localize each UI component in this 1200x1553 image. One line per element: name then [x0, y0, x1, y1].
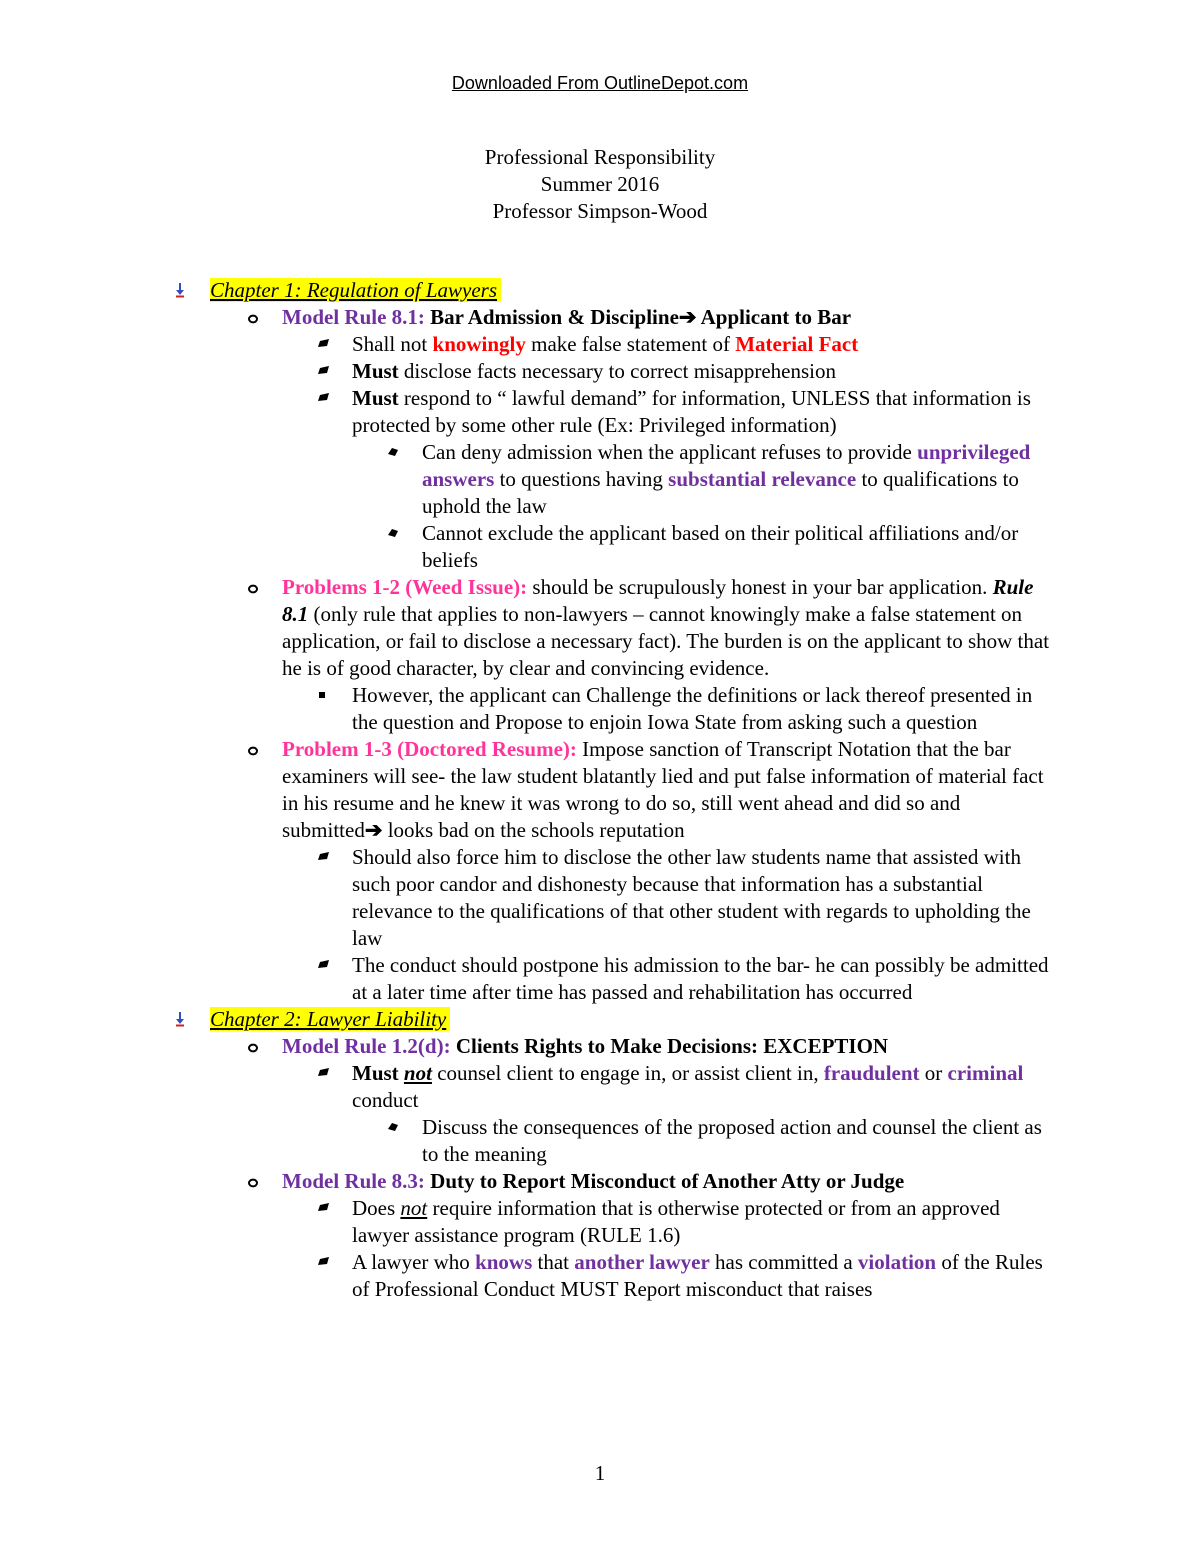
text-span: counsel client to engage in, or assist client in,: [431, 1061, 824, 1085]
square-bullet-icon: [318, 1068, 330, 1078]
rule-reference: Rule 8.1: [282, 575, 1034, 626]
text-span: conduct: [352, 1088, 419, 1112]
text-span: Shall not: [352, 332, 433, 356]
down-arrow-icon: [176, 283, 186, 299]
text-span: Does: [352, 1196, 401, 1220]
document-professor: Professor Simpson-Wood: [492, 199, 708, 223]
rule-heading: Bar Admission & Discipline: [424, 305, 679, 329]
square-bullet-icon: [318, 1257, 330, 1267]
hollow-circle-bullet-icon: [248, 1043, 258, 1053]
rule-label: Model Rule 8.3:: [282, 1169, 425, 1193]
rule-label: Model Rule 1.2(d):: [282, 1034, 451, 1058]
hollow-circle-bullet-icon: [248, 584, 258, 594]
text-span: looks bad on the schools reputation: [382, 818, 685, 842]
list-item: [0, 1195, 1058, 1249]
text-span: to questions having: [494, 467, 669, 491]
bold-term: Must: [352, 386, 399, 410]
emphasis-term: not: [400, 1196, 428, 1220]
rule-heading: Clients Rights to Make Decisions: EXCEPTION: [450, 1034, 889, 1058]
rule-8-1-heading: [0, 304, 1062, 331]
rule-heading-tail: Applicant to Bar: [696, 305, 852, 329]
list-item: [0, 331, 1058, 358]
document-header: [0, 144, 1200, 225]
list-item: [0, 439, 1058, 520]
square-bullet-icon: [318, 691, 326, 699]
highlight-term: fraudulent: [823, 1061, 920, 1085]
rule-heading: Duty to Report Misconduct of Another Atty or Judge: [424, 1169, 905, 1193]
list-item: [0, 682, 1058, 736]
list-item: [0, 385, 1058, 439]
text-span: has committed a: [709, 1250, 858, 1274]
document-term: Summer 2016: [540, 172, 660, 196]
text-span: However, the applicant can Challenge the definitions or lack thereof presented in the question and Propose to enjoin Iowa State from asking such a question: [352, 683, 1033, 734]
problem-label: Problem 1-3 (Doctored Resume):: [282, 737, 577, 761]
text-span: (only rule that applies to non-lawyers – cannot knowingly make a false statement on application, or fail to disclose a necessary fact). The burden is on the applicant to show that he is of good character, by clear and convincing evidence.: [282, 602, 1050, 680]
hollow-circle-bullet-icon: [248, 746, 258, 756]
highlight-term: violation: [857, 1250, 937, 1274]
square-bullet-icon: [318, 960, 330, 970]
highlight-term: criminal: [947, 1061, 1024, 1085]
list-item: [0, 952, 1058, 1006]
page-number: 1: [594, 1461, 606, 1485]
square-bullet-icon: [318, 366, 330, 376]
square-bullet-icon: [318, 852, 330, 862]
chapter-2-heading: [0, 1006, 1200, 1033]
text-span: of the Rules of Professional Conduct MUST Report misconduct that raises: [352, 1250, 1043, 1301]
problem-1-2: [0, 574, 1062, 682]
problem-label: Problems 1-2 (Weed Issue):: [282, 575, 528, 599]
highlight-term: knows: [475, 1250, 533, 1274]
list-item: [0, 844, 1058, 952]
text-span: Should also force him to disclose the other law students name that assisted with such poor candor and dishonesty because that information has a substantial relevance to the qualifications of that other student with regards to upholding the law: [352, 845, 1031, 950]
chapter-2-title: Chapter 2: Lawyer Liability: [210, 1007, 450, 1031]
chapter-1-title: Chapter 1: Regulation of Lawyers: [210, 278, 501, 302]
diamond-bullet-icon: [388, 448, 398, 458]
text-span: or: [919, 1061, 948, 1085]
list-item: [0, 1249, 1058, 1303]
text-span: A lawyer who: [352, 1250, 476, 1274]
outline-content: [0, 277, 1200, 1303]
text-span: Can deny admission when the applicant refuses to provide: [422, 440, 918, 464]
list-item: [0, 520, 1058, 574]
list-item: [0, 1114, 1058, 1168]
highlight-term: Material Fact: [735, 332, 859, 356]
rule-label: Model Rule 8.1:: [282, 305, 425, 329]
diamond-bullet-icon: [388, 529, 398, 539]
square-bullet-icon: [318, 393, 330, 403]
highlight-term: another lawyer: [574, 1250, 710, 1274]
problem-1-3: [0, 736, 1062, 844]
rule-1-2d-heading: [0, 1033, 1062, 1060]
hollow-circle-bullet-icon: [248, 314, 258, 324]
source-link[interactable]: Downloaded From OutlineDepot.com: [451, 73, 749, 93]
text-span: Discuss the consequences of the proposed action and counsel the client as to the meaning: [422, 1115, 1042, 1166]
highlight-term: unprivileged answers: [422, 440, 1031, 491]
square-bullet-icon: [318, 1203, 330, 1213]
emphasis-term: not: [403, 1061, 432, 1085]
text-span: should be scrupulously honest in your bar application.: [527, 575, 993, 599]
text-span: that: [532, 1250, 575, 1274]
bold-term: Must: [352, 359, 399, 383]
rule-8-3-heading: [0, 1168, 1062, 1195]
text-span: respond to “ lawful demand” for information, UNLESS that information is protected by some other rule (Ex: Privileged information): [352, 386, 1031, 437]
text-span: make false statement of: [525, 332, 736, 356]
text-span: The conduct should postpone his admission to the bar- he can possibly be admitted at a later time after time has passed and rehabilitation has occurred: [352, 953, 1049, 1004]
down-arrow-icon: [176, 1012, 186, 1028]
text-span: disclose facts necessary to correct misapprehension: [398, 359, 837, 383]
text-span: to qualifications to uphold the law: [422, 467, 1019, 518]
bold-term: Must: [352, 1061, 404, 1085]
text-span: Impose sanction of Transcript Notation that the bar examiners will see- the law student blatantly lied and put false information of material fact in his resume and he knew it was wrong to do so, still went ahead and did so and submitted: [282, 737, 1044, 842]
square-bullet-icon: [318, 339, 330, 349]
diamond-bullet-icon: [388, 1123, 398, 1133]
arrow-glyph: ➔: [678, 305, 697, 329]
arrow-glyph: ➔: [364, 818, 383, 842]
highlight-term: substantial relevance: [668, 467, 857, 491]
list-item: [0, 358, 1058, 385]
document-title: Professional Responsibility: [484, 145, 716, 169]
chapter-1-heading: [0, 277, 1200, 304]
hollow-circle-bullet-icon: [248, 1178, 258, 1188]
list-item: [0, 1060, 1058, 1114]
text-span: Cannot exclude the applicant based on their political affiliations and/or beliefs: [422, 521, 1019, 572]
highlight-term: knowingly: [432, 332, 526, 356]
text-span: require information that is otherwise protected or from an approved lawyer assistance program (RULE 1.6): [352, 1196, 1000, 1247]
